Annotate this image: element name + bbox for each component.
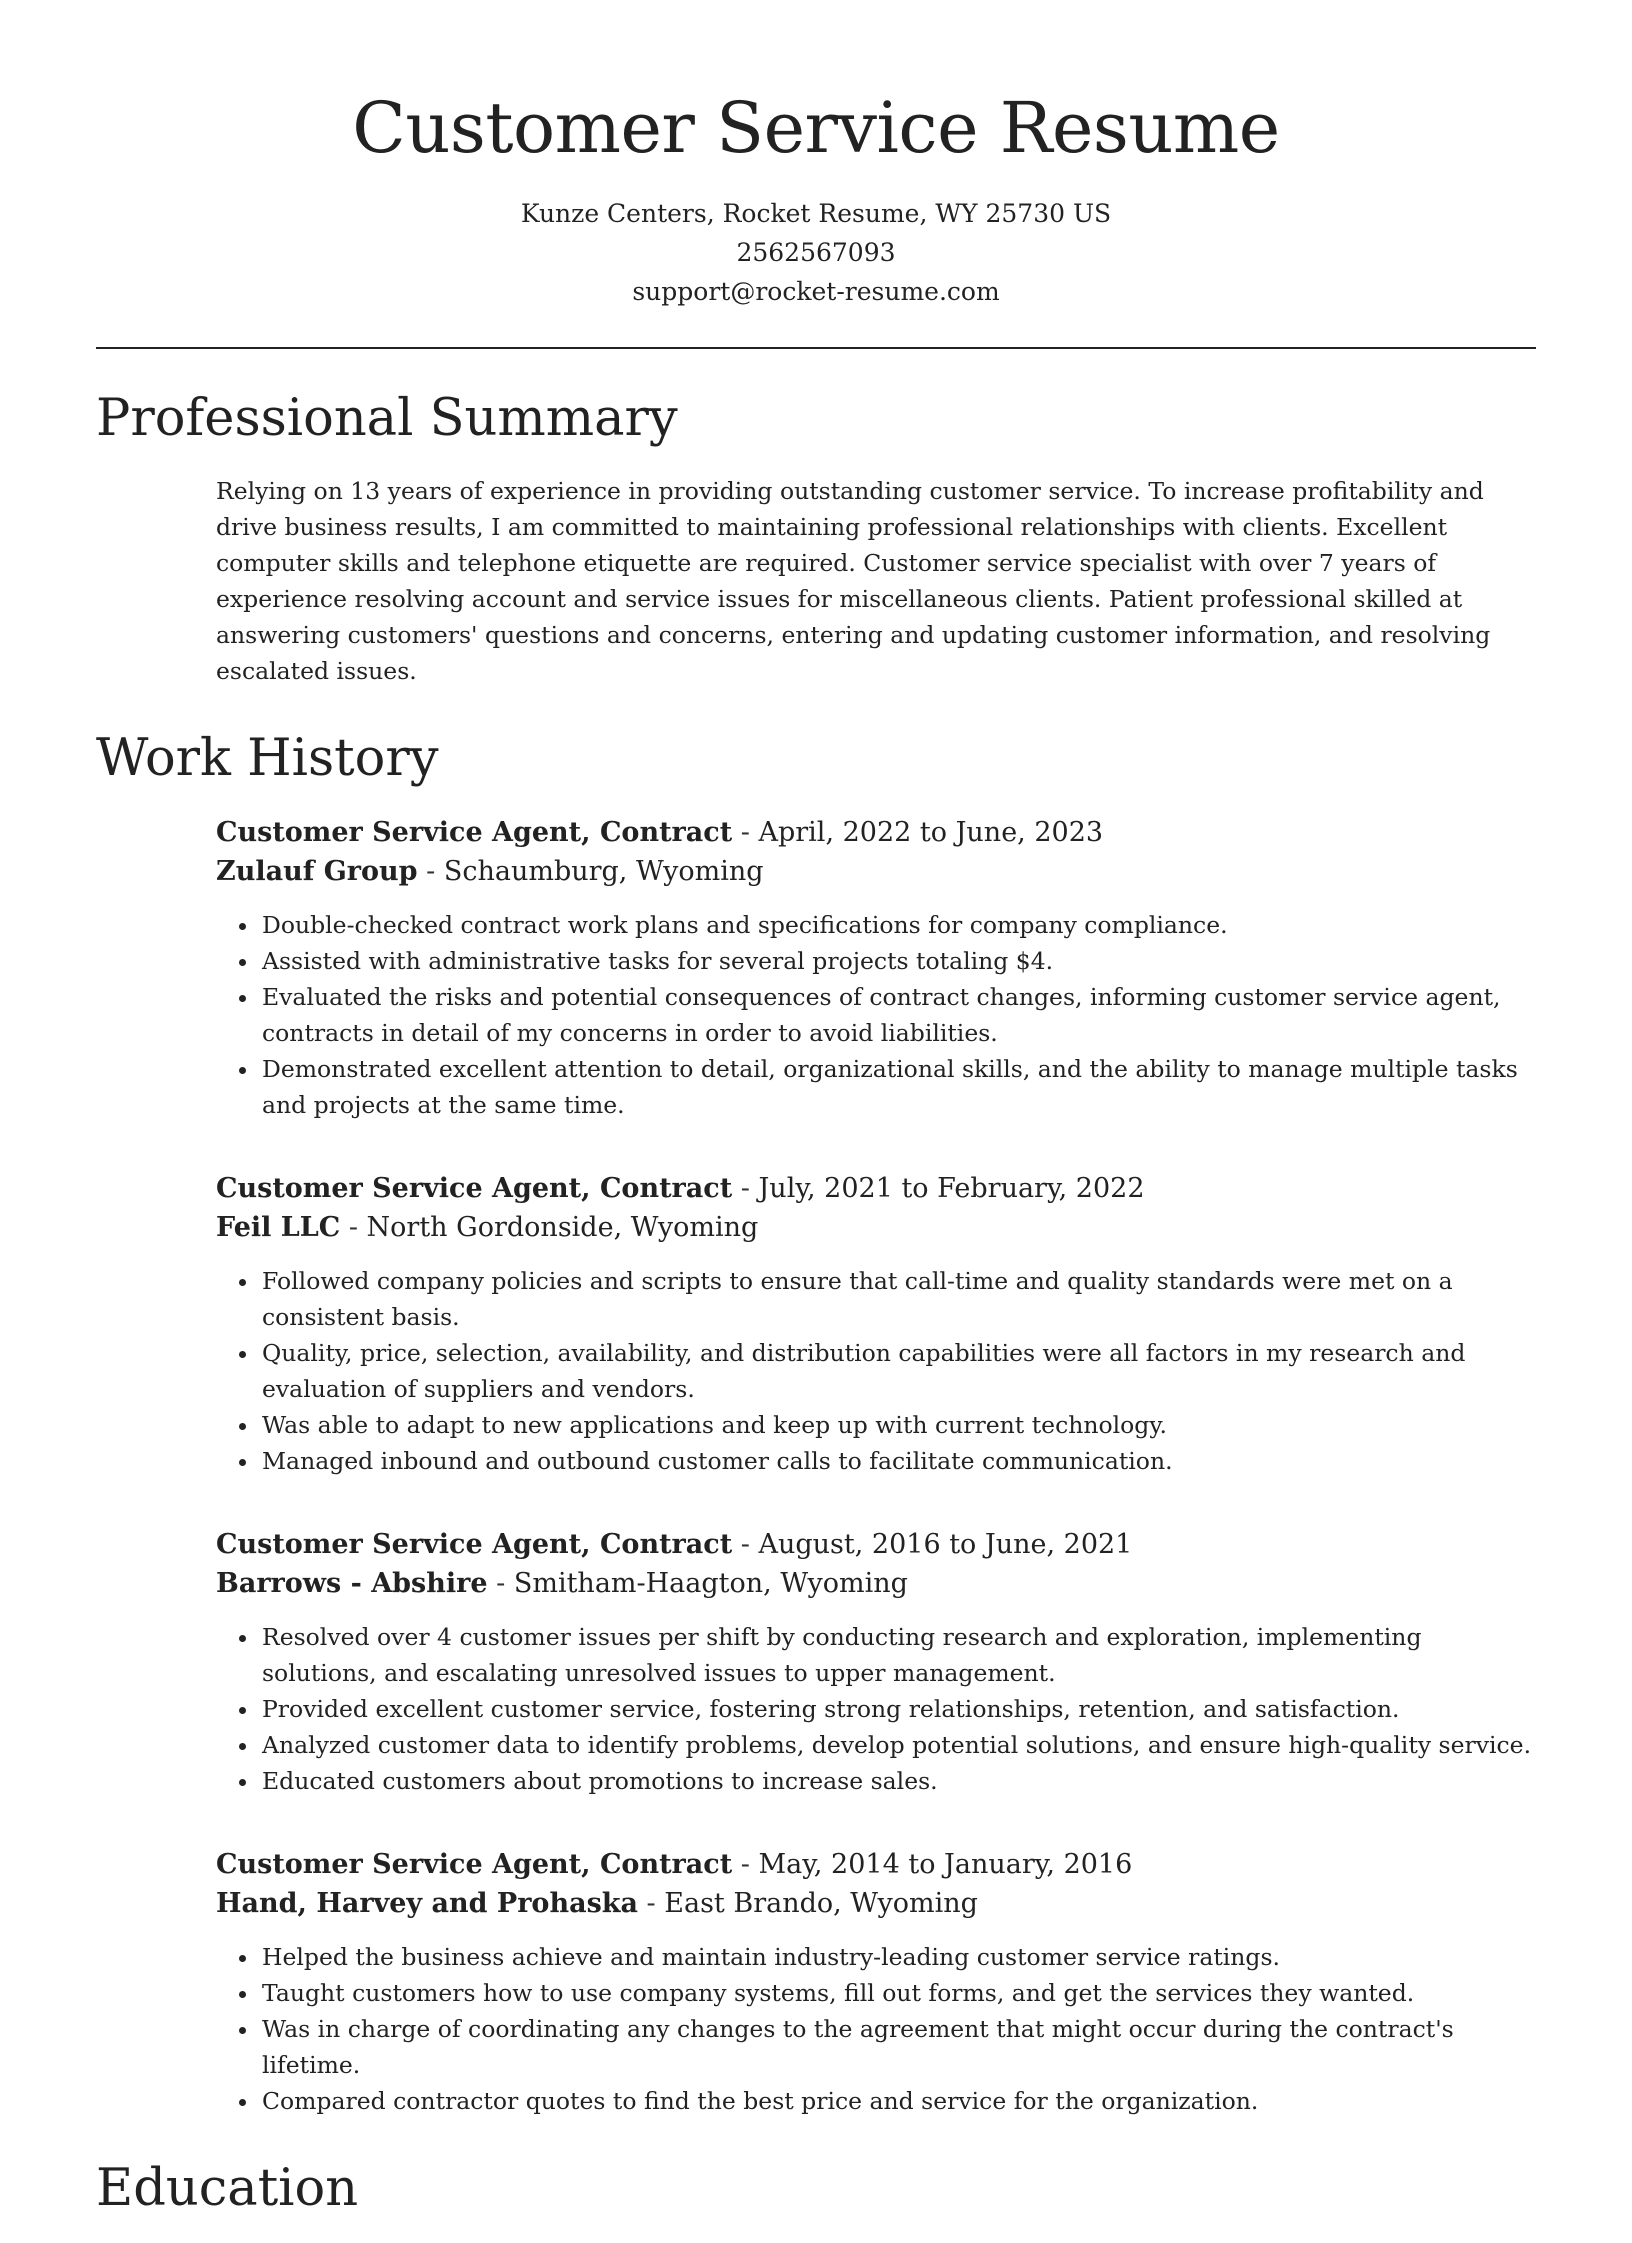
- job-company-line: [216, 1564, 1536, 1603]
- duty-item: • Was in charge of coordinating any changes to the agreement that might occur during the contract's lifetime.: [260, 2011, 1536, 2083]
- separator: -: [732, 1173, 759, 1204]
- job-company: Barrows - Abshire: [216, 1568, 488, 1599]
- duty-item: • Taught customers how to use company systems, fill out forms, and get the services they wanted.: [260, 1975, 1536, 2011]
- separator: -: [732, 1529, 759, 1560]
- work-history-section: [96, 729, 1536, 2119]
- job-dates: August, 2016 to June, 2021: [758, 1529, 1133, 1560]
- duty-item: • Double-checked contract work plans and specifications for company compliance.: [260, 907, 1536, 943]
- duty-item: • Educated customers about promotions to increase sales.: [260, 1763, 1536, 1799]
- job-duties: [216, 1619, 1536, 1799]
- job-entry: [216, 1525, 1536, 1799]
- duty-item: • Analyzed customer data to identify problems, develop potential solutions, and ensure high-quality service.: [260, 1727, 1536, 1763]
- job-location: Schaumburg, Wyoming: [443, 856, 764, 887]
- job-entry: [216, 813, 1536, 1123]
- job-title: Customer Service Agent, Contract: [216, 1529, 733, 1560]
- job-title: Customer Service Agent, Contract: [216, 1173, 733, 1204]
- duty-item: • Assisted with administrative tasks for several projects totaling $4.: [260, 943, 1536, 979]
- job-entry: [216, 1845, 1536, 2119]
- work-history-heading: Work History: [96, 729, 439, 788]
- duty-item: • Demonstrated excellent attention to detail, organizational skills, and the ability to manage multiple tasks and projects at the same time.: [260, 1051, 1536, 1123]
- professional-summary-section: [96, 389, 1536, 689]
- job-title: Customer Service Agent, Contract: [216, 817, 733, 848]
- separator: -: [732, 1849, 759, 1880]
- separator: -: [417, 856, 444, 887]
- job-dates: April, 2022 to June, 2023: [758, 817, 1104, 848]
- separator: -: [732, 817, 759, 848]
- duty-item: • Compared contractor quotes to find the best price and service for the organization.: [260, 2083, 1536, 2119]
- job-title: Customer Service Agent, Contract: [216, 1849, 733, 1880]
- job-duties: [216, 1263, 1536, 1479]
- contact-email: support@rocket-resume.com: [632, 277, 1000, 306]
- summary-text: Relying on 13 years of experience in providing outstanding customer service. To increase profitability and drive business results, I am committed to maintaining professional relationships with clients. Excellent computer skills and telephone etiquette are required. Customer service specialist with over 7 years of experience resolving account and service issues for miscellaneous clients. Patient professional skilled at answering customers' questions and concerns, entering and updating customer information, and resolving escalated issues.: [216, 477, 1491, 685]
- duty-item: • Resolved over 4 customer issues per shift by conducting research and exploration, implementing solutions, and escalating unresolved issues to upper management.: [260, 1619, 1536, 1691]
- job-dates: July, 2021 to February, 2022: [758, 1173, 1145, 1204]
- education-heading: Education: [96, 2159, 359, 2218]
- job-company-line: [216, 1208, 1536, 1247]
- duty-item: • Evaluated the risks and potential consequences of contract changes, informing customer service agent, contracts in detail of my concerns in order to avoid liabilities.: [260, 979, 1536, 1051]
- job-company: Hand, Harvey and Prohaska: [216, 1888, 638, 1919]
- job-location: North Gordonside, Wyoming: [366, 1212, 759, 1243]
- contact-phone: 2562567093: [736, 238, 896, 267]
- job-company-line: [216, 852, 1536, 891]
- job-title-line: [216, 1169, 1536, 1208]
- job-duties: [216, 1939, 1536, 2119]
- contact-address: Kunze Centers, Rocket Resume, WY 25730 US: [520, 199, 1112, 228]
- duty-item: • Managed inbound and outbound customer calls to facilitate communication.: [260, 1443, 1536, 1479]
- job-title-line: [216, 1525, 1536, 1564]
- job-duties: [216, 907, 1536, 1123]
- duty-item: • Provided excellent customer service, fostering strong relationships, retention, and satisfaction.: [260, 1691, 1536, 1727]
- summary-heading: Professional Summary: [96, 389, 678, 448]
- job-company: Zulauf Group: [216, 856, 418, 887]
- header-divider: [96, 347, 1536, 349]
- job-title-line: [216, 1845, 1536, 1884]
- education-section: [96, 2159, 1536, 2219]
- job-location: East Brando, Wyoming: [664, 1888, 978, 1919]
- job-location: Smitham-Haagton, Wyoming: [513, 1568, 908, 1599]
- separator: -: [637, 1888, 665, 1919]
- contact-info: [96, 194, 1536, 311]
- job-list: [96, 813, 1536, 2119]
- separator: -: [487, 1568, 514, 1599]
- job-entry: [216, 1169, 1536, 1479]
- separator: -: [340, 1212, 367, 1243]
- duty-item: • Helped the business achieve and maintain industry-leading customer service ratings.: [260, 1939, 1536, 1975]
- job-company-line: [216, 1884, 1536, 1923]
- resume-header: [96, 0, 1536, 311]
- job-title-line: [216, 813, 1536, 852]
- duty-item: • Quality, price, selection, availability, and distribution capabilities were all factors in my research and evaluation of suppliers and vendors.: [260, 1335, 1536, 1407]
- resume-page: [96, 0, 1536, 2243]
- job-company: Feil LLC: [216, 1212, 341, 1243]
- duty-item: • Was able to adapt to new applications and keep up with current technology.: [260, 1407, 1536, 1443]
- duty-item: • Followed company policies and scripts to ensure that call-time and quality standards were met on a consistent basis.: [260, 1263, 1536, 1335]
- resume-title: Customer Service Resume: [352, 87, 1280, 169]
- job-dates: May, 2014 to January, 2016: [758, 1849, 1133, 1880]
